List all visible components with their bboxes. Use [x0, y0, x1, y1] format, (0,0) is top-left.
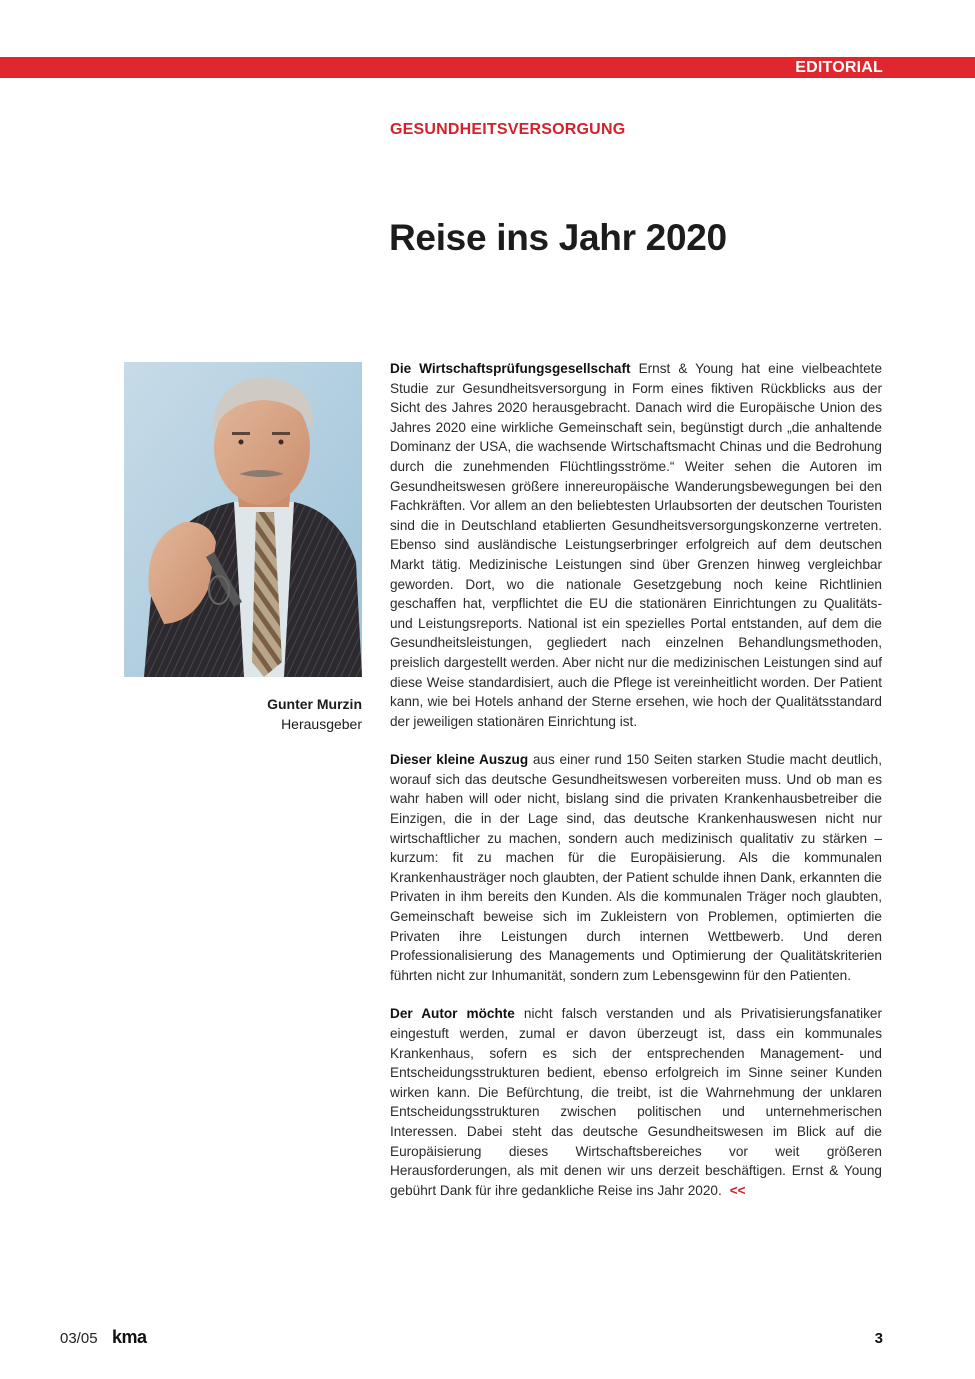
paragraph-text: aus einer rund 150 Seiten starken Studie macht deutlich, worauf sich das deutsche Gesundheitswesen vorbereiten muss. Und ob man es wahr haben will oder nicht, bislang sind die privaten Krankenhausbetreiber die Einzigen, die in der Lage sind, das deutsche Krankenhauswesen nicht nur wirtschaftlicher zu machen, sondern auch medizinisch qualitativ zu stärken – kurzum: fit zu machen für die Europäisierung. Als die kommunalen Krankenhausträger noch glaubten, der Patient schulde ihnen Dank, erkannten die Privaten in ihm bereits den Kunden. Als die kommunalen Träger noch glaubten, Gemeinschaft beweise sich im Zukleistern von Problemen, optimierten die Privaten ihre Leistungen durch internen Wettbewerb. Und deren Professionalisierung des Managements und Optimierung der Qualitätskriterien führten nicht zur Inhumanität, sondern zum Lebensgewinn für den Patienten.	[390, 752, 882, 983]
paragraph-lead: Die Wirtschaftsprüfungsgesellschaft	[390, 361, 631, 376]
paragraph-lead: Der Autor möchte	[390, 1006, 515, 1022]
paragraph	[390, 359, 882, 731]
author-photo	[124, 362, 362, 677]
end-mark: <<	[729, 1182, 746, 1198]
article-kicker: GESUNDHEITSVERSORGUNG	[390, 121, 626, 138]
paragraph	[390, 750, 882, 985]
article-body	[390, 359, 882, 1219]
issue-number: 03/05	[60, 1330, 98, 1347]
article-title: Reise ins Jahr 2020	[389, 217, 727, 258]
paragraph-lead: Dieser kleine Auszug	[390, 752, 529, 768]
page-number: 3	[874, 1330, 883, 1347]
paragraph	[390, 1004, 882, 1200]
photo-caption	[124, 694, 362, 734]
paragraph-text: nicht falsch verstanden und als Privatisierungsfanatiker eingestuft werden, zumal er davon überzeugt ist, dass ein kommunales Krankenhaus, sofern es sich der entsprechenden Management- und Entscheidungsstrukturen bedient, ebenso erfolgreich im Sinne seiner Kunden wirken kann. Die Befürchtung, die treibt, ist die Wahrnehmung der unklaren Entscheidungsstrukturen zwischen politischen und unternehmerischen Interessen. Dabei steht das deutsche Gesundheitswesen im Blick auf die Europäisierung dieses Wirtschaftsbereiches vor weit größeren Herausforderungen, als mit denen wir uns derzeit beschäftigen. Ernst & Young gebührt Dank für ihre gedankliche Reise ins Jahr 2020.	[390, 1006, 882, 1198]
magazine-logo: kma	[112, 1327, 147, 1347]
paragraph-text: Ernst & Young hat eine vielbeachtete Studie zur Gesundheitsversorgung in Form eines fiktiven Rückblicks aus der Sicht des Jahres 2020 herausgebracht. Danach wird die Europäische Union des Jahres 2020 eine wirkliche Gemeinschaft sein, begünstigt durch „die anhaltende Dominanz der USA, die wachsende Wirtschaftsmacht Chinas und die Bedrohung durch die zunehmenden Flüchtlingsströme.“ Weiter sehen die Autoren im Gesundheitswesen größere innereuropäische Wanderungsbewegungen bei den Fachkräften. Vor allem an den beliebtesten Urlaubsorten der deutschen Touristen sind die in Deutschland etablierten Gesundheitsversorgungskonzerne vertreten. Ebenso sind ausländische Leistungserbringer erfolgreich auf dem deutschen Markt tätig. Medizinische Leistungen sind über Grenzen hinweg vergleichbar geworden. Dort, wo die nationale Gesetzgebung noch keine Richtlinien geschaffen hat, verpflichtet die EU die stationären Einrichtungen zu Qualitäts- und Leistungsreports. National ist ein spezielles Portal entstanden, auf dem die Gesundheitsleistungen, gegliedert nach einzelnen Behandlungsmethoden, preislich dargestellt werden. Aber nicht nur die medizinischen Leistungen sind auf diese Weise standardisiert, auch die Pflege ist vereinheitlicht worden. Der Patient kann, wie bei Hotels anhand der Sterne ersehen, wie hoch der Qualitätsstandard der jeweiligen stationären Einrichtung ist.	[390, 361, 882, 729]
author-role: Herausgeber	[281, 716, 362, 732]
section-label: EDITORIAL	[795, 59, 883, 76]
author-name: Gunter Murzin	[267, 696, 362, 712]
